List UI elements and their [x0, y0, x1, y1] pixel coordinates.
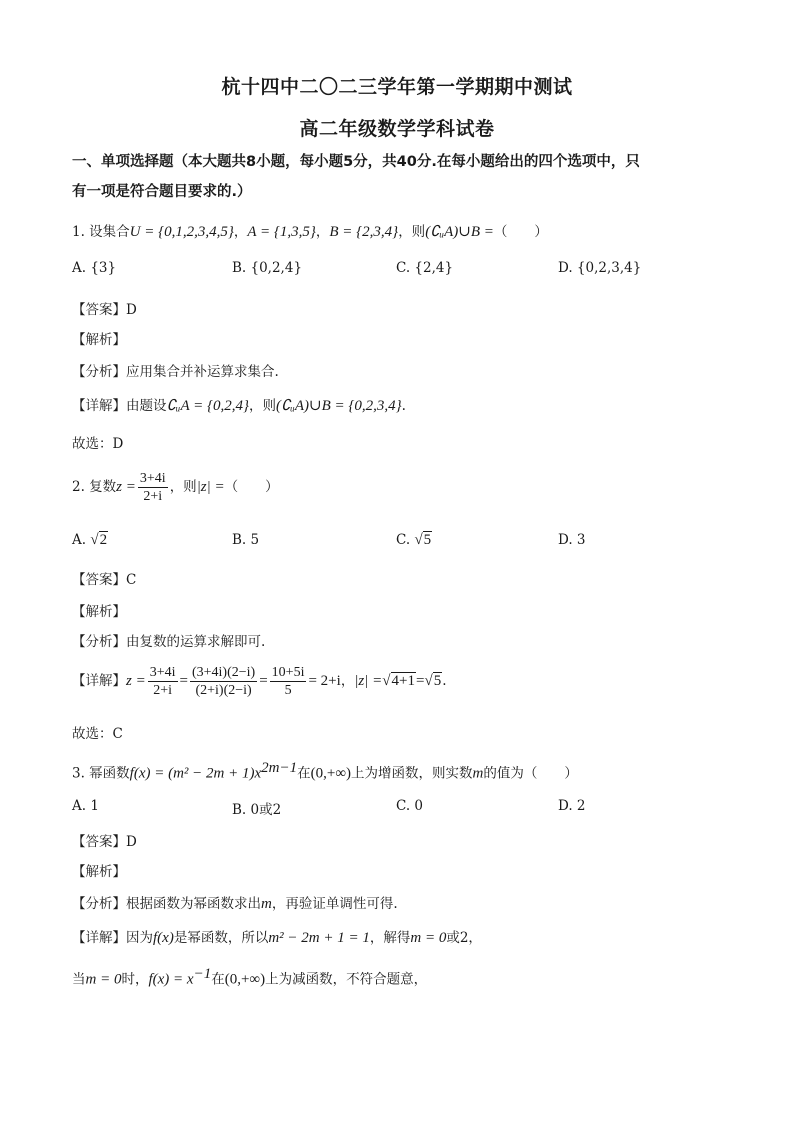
q1-option-c: C. {2,4}: [396, 260, 454, 276]
detail-text: 在: [211, 971, 225, 988]
q3-text: 上为增函数，则实数: [351, 765, 473, 782]
q2-option-c: C. √5: [396, 532, 432, 548]
q3-exponent: 2m−1: [261, 760, 298, 776]
q2-option-d: D. 3: [558, 532, 586, 548]
detail-text: 是幂函数，所以: [173, 930, 269, 946]
frac-den: 2+i: [153, 683, 173, 698]
q2-option-a: A. √2: [72, 532, 108, 548]
q3-text: 在: [297, 765, 311, 782]
q2-detail: 【详解】z = $\frac{3+4i}{2+i}$ = $\frac{(3+4i)(2-i)}{(2+i)(2-i)}$ = $\frac{10+5i}{5}$ = 2+i，|z| =√4+1=√5.: [72, 665, 447, 698]
detail-text: 由题设: [126, 398, 167, 414]
answer-value: D: [126, 834, 137, 850]
q2-option-c-radicand: 5: [423, 532, 432, 548]
q1-stem: [72, 220, 548, 241]
fenxi-text: 根据函数为幂函数求出: [126, 896, 261, 912]
q2-answer: [72, 568, 136, 588]
detail-exponent: −1: [193, 966, 212, 982]
detail-text: 因为: [126, 930, 153, 946]
q1-choose: [72, 432, 123, 452]
q1-set-b: B = {2,3,4}: [329, 224, 399, 240]
fenxi-text: 应用集合并补运算求集合.: [126, 364, 279, 380]
q2-fraction-num: 3+4i: [139, 471, 166, 486]
q2-fraction-den: 2+i: [143, 489, 163, 504]
q1-option-b: B. {0,2,4}: [232, 260, 303, 276]
q1-option-d: D. {0,2,3,4}: [558, 260, 642, 276]
q3-detail-line1: [72, 926, 482, 947]
answer-label: 【答案】: [72, 302, 126, 318]
q2-paren: （ ）: [224, 479, 279, 495]
detail-label: 【详解】: [72, 930, 126, 946]
q2-z: z =: [116, 479, 136, 495]
detail-math: (0,+∞): [224, 971, 266, 988]
q1-sep: ，: [315, 224, 330, 240]
detail-radicand: 4+1: [391, 673, 415, 689]
choose-value: D: [112, 436, 124, 452]
fenxi-math: m: [261, 896, 272, 912]
q1-answer: [72, 298, 137, 318]
q1-set-a: A = {1,3,5}: [247, 224, 316, 240]
q3-option-a: A. 1: [72, 798, 99, 814]
fenxi-label: 【分析】: [72, 634, 126, 650]
fenxi-text: 由复数的运算求解即可.: [126, 634, 266, 650]
q2-option-c-label: C.: [396, 532, 415, 548]
frac-num: 10+5i: [271, 665, 305, 680]
q3-stem: [72, 760, 578, 783]
q3-prefix: 3. 幂函数: [72, 765, 130, 782]
q3-variable: m: [472, 765, 484, 782]
q1-expr: (∁ᵤA)∪B =: [425, 224, 494, 240]
frac-num: (3+4i)(2−i): [191, 665, 256, 680]
detail-math: f(x) = x: [148, 971, 194, 988]
detail-text: .: [442, 673, 447, 689]
detail-math: ∁ᵤA = {0,2,4}: [166, 398, 249, 414]
detail-text: 或2，: [446, 930, 482, 946]
q3-option-c: C. 0: [396, 798, 424, 814]
q3-interval: (0,+∞): [310, 765, 352, 782]
answer-value: D: [126, 302, 137, 318]
q2-option-a-radicand: 2: [99, 532, 108, 548]
detail-text: .: [401, 398, 406, 414]
detail-label: 【详解】: [72, 398, 126, 414]
q1-detail: [72, 394, 406, 415]
detail-text: ，: [340, 673, 355, 689]
detail-math: m = 0: [85, 971, 122, 988]
q1-option-a: A. {3}: [72, 260, 117, 276]
q2-option-a-label: A.: [72, 532, 91, 548]
q3-function: f(x) = (m² − 2m + 1)x: [129, 765, 262, 782]
detail-math: m = 0: [410, 930, 447, 946]
choose-label: 故选：: [72, 726, 113, 742]
fenxi-label: 【分析】: [72, 896, 126, 912]
q1-sep: ，: [233, 224, 248, 240]
fenxi-label: 【分析】: [72, 364, 126, 380]
detail-text: ，则: [248, 398, 276, 414]
detail-math: |z| =: [354, 673, 383, 689]
detail-label: 【详解】: [72, 673, 126, 689]
detail-fraction: [190, 664, 257, 699]
q1-fenxi: [72, 360, 279, 380]
q2-prefix: 2. 复数: [72, 479, 117, 495]
q3-analysis-label: 【解析】: [72, 864, 126, 880]
section-heading-line1: 一、单项选择题（本大题共8小题，每小题5分，共40分.在每小题给出的四个选项中，只: [72, 154, 640, 170]
exam-subtitle: 高二年级数学学科试卷: [299, 118, 495, 140]
detail-math: = 2+i: [308, 673, 341, 689]
q2-stem: [72, 470, 279, 505]
detail-math: =: [415, 673, 425, 689]
answer-label: 【答案】: [72, 572, 126, 588]
detail-text: 时，: [121, 971, 149, 988]
q1-paren: （ ）: [493, 224, 548, 240]
frac-den: (2+i)(2−i): [195, 683, 252, 698]
q2-then: ，则: [169, 479, 197, 495]
q2-absz: |z| =: [196, 479, 225, 495]
q2-fenxi: [72, 630, 265, 650]
exam-title: 杭十四中二〇二三学年第一学期期中测试: [221, 76, 573, 98]
detail-math: f(x): [153, 930, 174, 946]
q2-analysis-label: 【解析】: [72, 604, 126, 620]
q3-text: 的值为（ ）: [483, 765, 578, 782]
detail-text: 上为减函数，不符合题意，: [265, 971, 428, 988]
detail-fraction: [270, 664, 307, 699]
section-heading-line2: 有一项是符合题目要求的.）: [72, 184, 252, 200]
q1-prefix: 1. 设集合: [72, 224, 130, 240]
answer-value: C: [126, 572, 137, 588]
q3-option-d: D. 2: [558, 798, 586, 814]
frac-num: 3+4i: [149, 665, 176, 680]
q3-fenxi: [72, 892, 398, 913]
frac-den: 5: [284, 683, 292, 698]
q3-option-b: B. 0或2: [232, 802, 282, 818]
detail-fraction: [148, 664, 178, 699]
q3-answer: [72, 830, 137, 850]
detail-math: z =: [126, 673, 146, 689]
q1-then: ，则: [398, 224, 426, 240]
q2-fraction: [138, 470, 168, 505]
q1-set-u: U = {0,1,2,3,4,5}: [129, 224, 234, 240]
q3-detail-line2: [72, 966, 427, 989]
q2-choose: [72, 722, 123, 742]
detail-math: m² − 2m + 1 = 1: [268, 930, 370, 946]
q2-option-b: B. 5: [232, 532, 260, 548]
q1-analysis-label: 【解析】: [72, 332, 126, 348]
choose-value: C: [112, 726, 123, 742]
answer-label: 【答案】: [72, 834, 126, 850]
fenxi-text: ，再验证单调性可得.: [271, 896, 398, 912]
detail-radicand: 5: [433, 673, 442, 689]
detail-text: ，解得: [369, 930, 411, 946]
choose-label: 故选：: [72, 436, 113, 452]
detail-math: (∁ᵤA)∪B = {0,2,3,4}: [275, 398, 402, 414]
detail-text: 当: [72, 971, 86, 988]
